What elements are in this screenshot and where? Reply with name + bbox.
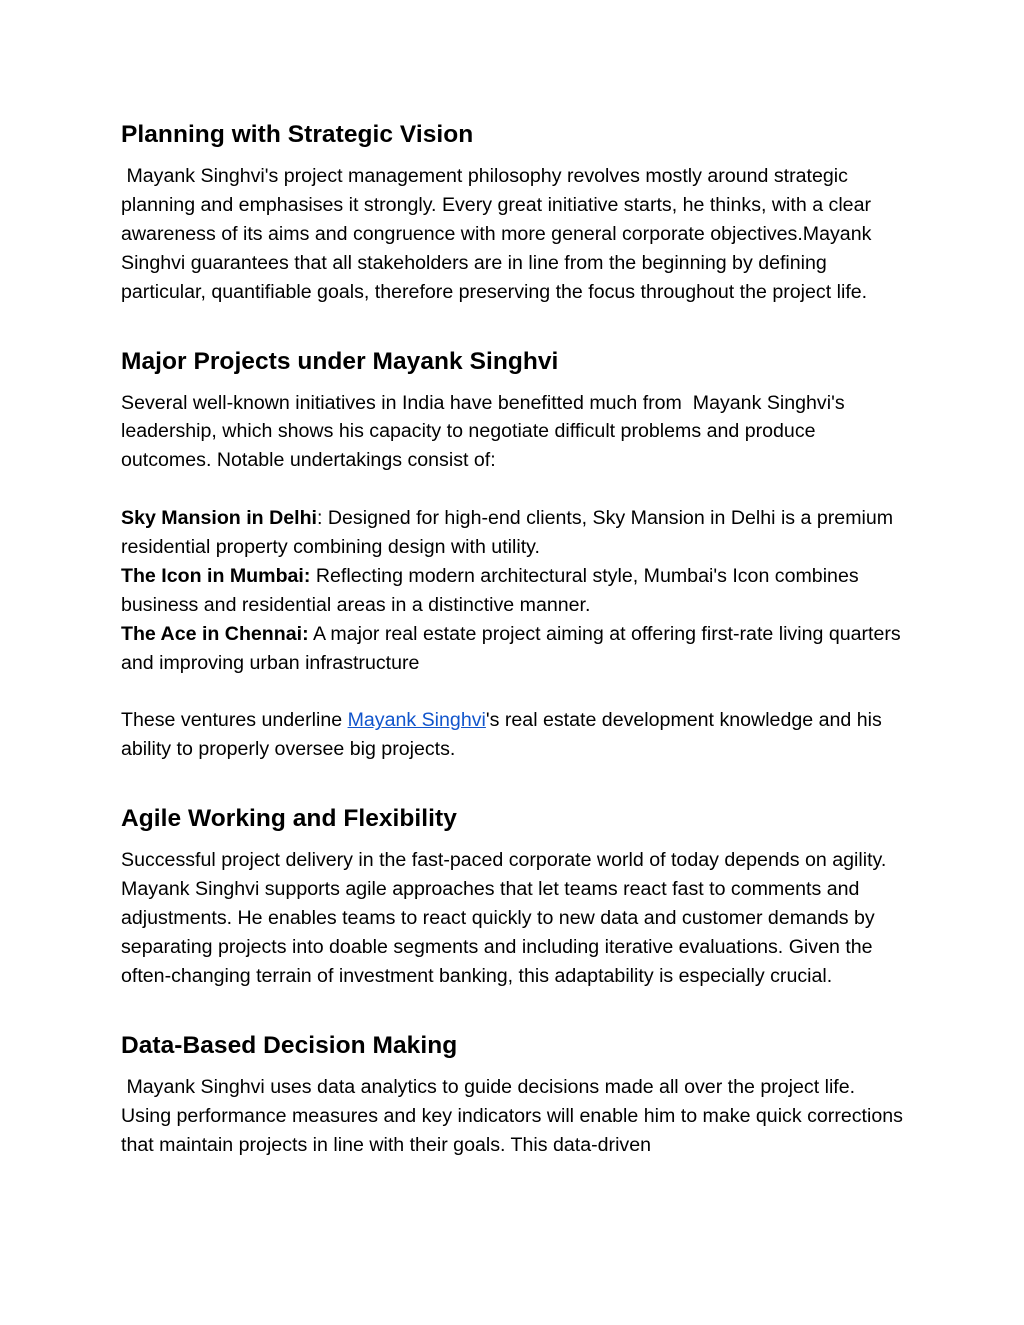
project-description: A major real estate project aiming at offering first-rate living quarters and improving urban infrastructure xyxy=(121,622,901,674)
project-name: Sky Mansion in Delhi xyxy=(121,507,317,530)
section-agile-working xyxy=(121,804,906,991)
project-item xyxy=(121,562,906,620)
spacer xyxy=(121,678,906,707)
spacer xyxy=(121,150,906,162)
section-paragraph: Successful project delivery in the fast-paced corporate world of today depends on agility. Mayank Singhvi supports agile approaches that let teams react fast to comments and adjustments. He enables teams to react quickly to new data and customer demands by separating projects into doable segments and including iterative evaluations. Given the often-changing terrain of investment banking, this adaptability is especially crucial. xyxy=(121,849,898,987)
section-data-based-decisions xyxy=(121,1031,909,1160)
mayank-singhvi-link[interactable]: Mayank Singhvi xyxy=(347,709,486,732)
closing-text-before: These ventures underline xyxy=(121,709,348,732)
project-item xyxy=(121,504,906,562)
section-heading: Agile Working and Flexibility xyxy=(121,805,457,833)
section-closing xyxy=(121,706,906,764)
section-intro: Several well-known initiatives in India have benefitted much from Mayank Singhvi's leadership, which shows his capacity to negotiate difficult problems and produce outcomes. Notable undertakings consist of: xyxy=(121,391,851,472)
project-name: The Ace in Chennai: xyxy=(121,622,309,645)
project-item xyxy=(121,620,906,678)
section-heading: Planning with Strategic Vision xyxy=(121,121,474,148)
project-name: The Icon in Mumbai: xyxy=(121,564,311,587)
spacer xyxy=(121,475,906,504)
section-strategic-vision xyxy=(121,120,906,307)
project-description: Reflecting modern architectural style, Mumbai's Icon combines business and residential areas in a distinctive manner. xyxy=(121,564,859,616)
section-heading: Data-Based Decision Making xyxy=(121,1031,458,1059)
project-separator: : xyxy=(316,507,323,530)
section-heading: Major Projects under Mayank Singhvi xyxy=(121,347,559,375)
spacer xyxy=(121,991,906,1031)
spacer xyxy=(121,307,906,347)
spacer xyxy=(121,764,906,804)
spacer xyxy=(121,377,906,389)
spacer xyxy=(121,1061,906,1073)
closing-text-after: 's real estate development knowledge and his ability to properly oversee big projects. xyxy=(121,709,882,761)
project-description: Designed for high-end clients, Sky Mansion in Delhi is a premium residential property combining design with utility. xyxy=(121,507,894,559)
section-paragraph: Mayank Singhvi uses data analytics to guide decisions made all over the project life. Using performance measures and key indicators will enable him to make quick corrections that maintain projects in line with their goals. This data-driven xyxy=(121,1075,909,1156)
spacer xyxy=(121,834,906,846)
section-paragraph: Mayank Singhvi's project management philosophy revolves mostly around strategic planning and emphasises it strongly. Every great initiative starts, he thinks, with a clear awareness of its aims and congruence with more general corporate objectives.Mayank Singhvi guarantees that all stakeholders are in line from the beginning by defining particular, quantifiable goals, therefore preserving the focus throughout the project life. xyxy=(121,165,877,303)
section-major-projects xyxy=(121,347,906,765)
